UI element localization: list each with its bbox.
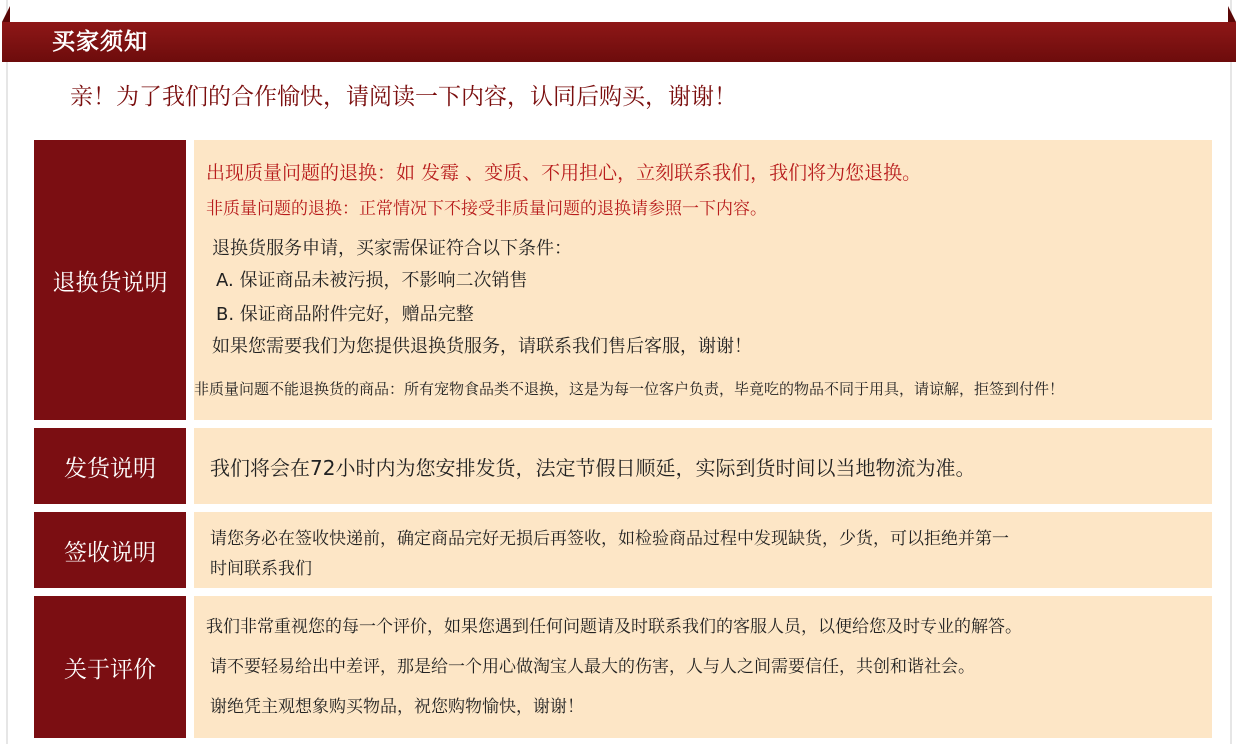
section-label-shipping: 发货说明: [34, 428, 186, 504]
returns-line-nonquality: 非质量问题的退换：正常情况下不接受非质量问题的退换请参照一下内容。: [206, 199, 767, 219]
intro-text: 亲！为了我们的合作愉快，请阅读一下内容，认同后购买，谢谢！: [70, 84, 737, 110]
shipping-line: 我们将会在72小时内为您安排发货，法定节假日顺延，实际到货时间以当地物流为准。: [210, 456, 976, 480]
header-ribbon-left: [2, 6, 10, 22]
section-label-returns: 退换货说明: [34, 140, 186, 420]
section-label-reviews: 关于评价: [34, 596, 186, 738]
returns-line-conditions: 退换货服务申请，买家需保证符合以下条件：: [212, 238, 572, 259]
reviews-line-2: 请不要轻易给出中差评，那是给一个用心做淘宝人最大的伤害，人与人之间需要信任，共创和谐社会。: [210, 657, 975, 677]
section-content-receipt: [194, 512, 1212, 588]
returns-line-condition-b: B. 保证商品附件完好，赠品完整: [216, 304, 474, 325]
returns-line-quality: 出现质量问题的退换：如 发霉 、变质、不用担心，立刻联系我们，我们将为您退换。: [206, 162, 922, 184]
section-content-returns: [194, 140, 1212, 420]
receipt-line-2: 时间联系我们: [210, 559, 312, 579]
returns-line-contact: 如果您需要我们为您提供退换货服务，请联系我们售后客服，谢谢！: [212, 336, 752, 357]
section-content-shipping: [194, 428, 1212, 504]
reviews-line-3: 谢绝凭主观想象购买物品，祝您购物愉快，谢谢！: [210, 697, 584, 717]
returns-line-condition-a: A. 保证商品未被污损，不影响二次销售: [216, 270, 528, 291]
reviews-line-1: 我们非常重视您的每一个评价，如果您遇到任何问题请及时联系我们的客服人员，以便给您及时专业的解答。: [206, 617, 1022, 637]
page-title: 买家须知: [52, 29, 148, 55]
section-label-receipt: 签收说明: [34, 512, 186, 588]
receipt-line-1: 请您务必在签收快递前，确定商品完好无损后再签收，如检验商品过程中发现缺货，少货，可以拒绝并第一: [210, 529, 1009, 549]
returns-line-pet-food: 非质量问题不能退换货的商品：所有宠物食品类不退换，这是为每一位客户负责，毕竟吃的物品不同于用具，请谅解，拒签到付件！: [194, 380, 1065, 398]
header-ribbon-right: [1228, 6, 1236, 22]
header-bar: [2, 22, 1236, 62]
section-content-reviews: [194, 596, 1212, 738]
